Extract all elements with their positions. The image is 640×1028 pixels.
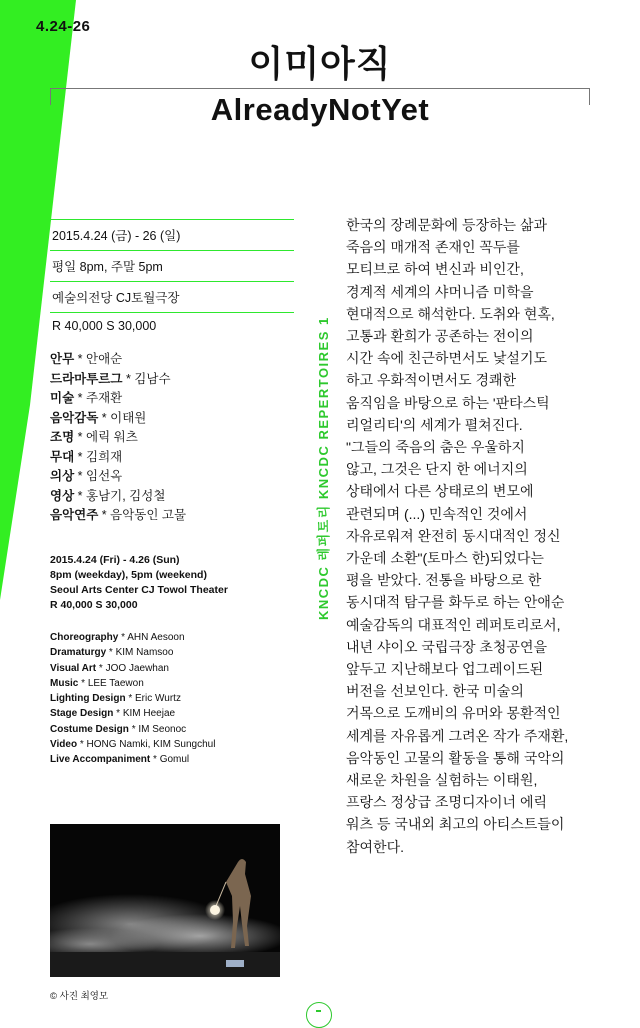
info-date: 2015.4.24 (금) - 26 (일): [50, 219, 294, 250]
credit-row-en: Music * LEE Taewon: [50, 677, 144, 689]
credit-row: 영상 * 홍남기, 김성철: [50, 488, 166, 503]
credit-row: 무대 * 김희재: [50, 449, 123, 464]
credit-row: 안무 * 안애순: [50, 352, 123, 366]
credit-row-en: Lighting Design * Eric Wurtz: [50, 693, 181, 705]
credit-row: 음악감독 * 이태원: [50, 410, 147, 425]
credit-row-en: Costume Design * IM Seonoc: [50, 723, 187, 735]
info-en-venue: Seoul Arts Center CJ Towol Theater: [50, 584, 228, 596]
credit-row: 조명 * 에릭 워츠: [50, 430, 138, 444]
credit-row-en: Video * HONG Namki, KIM Sungchul: [50, 739, 216, 751]
info-en-price: R 40,000 S 30,000: [50, 599, 138, 611]
info-en-date: 2015.4.24 (Fri) - 4.26 (Sun): [50, 554, 180, 566]
title-korean: 이미아직: [248, 43, 392, 84]
credit-row-en: Dramaturgy * KIM Namsoo: [50, 647, 174, 659]
credit-row: 드라마투르그 * 김남수: [50, 371, 171, 386]
credit-row: 미술 * 주재환: [50, 391, 123, 405]
credit-row: 의상 * 임선옥: [50, 469, 123, 483]
photo-caption: © 사진 최영모: [50, 991, 109, 1002]
title-english: AlreadyNotYet: [210, 92, 430, 127]
info-price: R 40,000 S 30,000: [50, 312, 294, 339]
vertical-repertoire-label: KNCDC 레퍼토리 KNCDC REPERTOIRES 1: [316, 316, 331, 620]
performance-info-english: [50, 553, 228, 613]
performance-info: [50, 219, 294, 339]
date-tag: 4.24-26: [36, 18, 91, 35]
credit-row-en: Live Accompaniment * Gomul: [50, 754, 190, 766]
page-indicator-icon: [306, 1002, 332, 1028]
credit-row-en: Choreography * AHN Aesoon: [50, 632, 185, 643]
info-venue: 예술의전당 CJ토월극장: [50, 281, 294, 312]
credits-korean: [50, 350, 186, 526]
description-text: 한국의 장례문화에 등장하는 삶과 죽음의 매개적 존재인 꼭두를 모티브로 하여 변신과 비인간, 경계적 세계의 샤머니즘 미학을 현대적으로 해석한다. 도취와 현혹, 고통과 환희가 공존하는 전이의 시간 속에 친근하면서도 낯설기도 하고 우화적이면서도 경쾌한 움직임을 바탕으로 하는 '판타스틱 리얼리티'의 세계가 펼쳐진다. "그들의 죽음의 춤은 우울하지 않고, 그것은 단지 한 에너지의 상태에서 다른 상태로의 변모에 관련되며 (...) 민속적인 것에서 자유로워져 완전히 동시대적인 정신 가운데 소환"(토마스 한)되었다는 평을 받았다. 전통을 바탕으로 한 동시대적 탐구를 화두로 하는 안애순 예술감독의 대표적인 레퍼토리로서, 내년 샤이오 국립극장 초청공연을 앞두고 지난해보다 업그레이드된 버전을 선보인다. 한국 미술의 거목으로 도깨비의 유머와 몽환적인 세계를 자유롭게 그려온 작가 주재환, 음악동인 고물의 활동을 통해 국악의 새로운 차원을 실험하는 이태원, 프랑스 정상급 조명디자이너 에릭 워츠 등 국내외 최고의 아티스트들이 참여한다.: [346, 217, 569, 855]
info-en-time: 8pm (weekday), 5pm (weekend): [50, 569, 207, 581]
credit-row-en: Visual Art * JOO Jaewhan: [50, 662, 169, 674]
credits-english: [50, 630, 215, 768]
info-time: 평일 8pm, 주말 5pm: [50, 250, 294, 281]
performance-photo: [50, 824, 280, 977]
credit-row: 음악연주 * 음악동인 고물: [50, 508, 187, 522]
credit-row-en: Stage Design * KIM Heejae: [50, 708, 176, 720]
